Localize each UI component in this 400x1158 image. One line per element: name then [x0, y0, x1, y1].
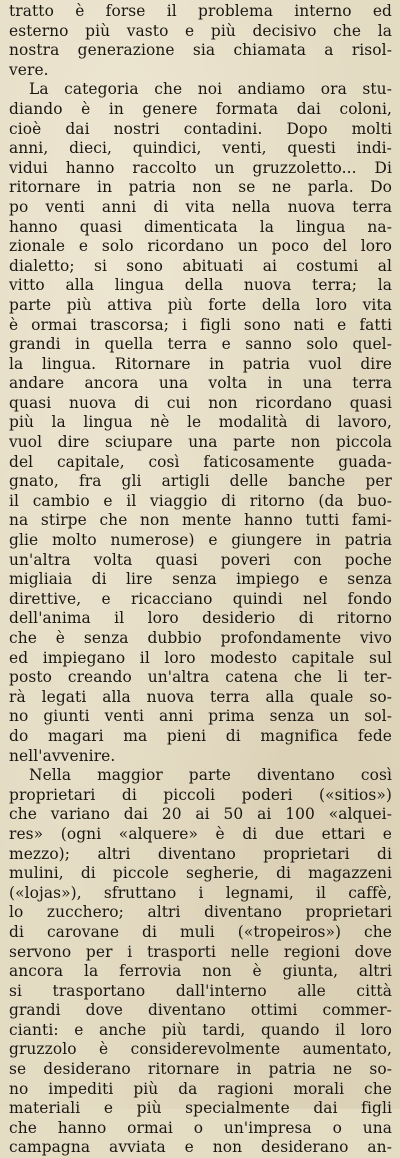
text-line: campagna avviata e non desiderano an- — [9, 1138, 392, 1157]
article-paragraph — [9, 2, 392, 80]
text-line: hanno quasi dimenticata la lingua na- — [9, 217, 392, 236]
text-line: gruzzolo è considerevolmente aumentato, — [9, 1040, 392, 1059]
text-line: grandi in quella terra e sanno solo quel- — [9, 335, 392, 354]
text-line: la lingua. Ritornare in patria vuol dire — [9, 354, 392, 373]
text-line: si trasportano dall'interno alle città — [9, 981, 392, 1000]
text-line: mezzo); altri diventano proprietari di — [9, 844, 392, 863]
text-line: zionale e solo ricordano un poco del loro — [9, 237, 392, 256]
text-line: parte più attiva più forte della loro vita — [9, 295, 392, 314]
text-line: («lojas»), sfruttano i legnami, il caffè, — [9, 883, 392, 902]
text-line: cioè dai nostri contadini. Dopo molti — [9, 119, 392, 138]
text-line: anni, dieci, quindici, venti, questi indi- — [9, 139, 392, 158]
text-line: posto creando un'altra catena che li ter- — [9, 668, 392, 687]
text-line: no impediti più da ragioni morali che — [9, 1079, 392, 1098]
text-line: La categoria che noi andiamo ora stu- — [29, 80, 392, 99]
text-line: po venti anni di vita nella nuova terra — [9, 197, 392, 216]
article-column — [9, 2, 392, 1158]
text-line: ed impiegano il loro modesto capitale sul — [9, 648, 392, 667]
text-line: na stirpe che non mente hanno tutti fami- — [9, 511, 392, 530]
text-line: dell'anima il loro desiderio di ritorno — [9, 609, 392, 628]
text-line: no giunti venti anni prima senza un sol- — [9, 707, 392, 726]
text-line: mulini, di piccole segherie, di magazzeni — [9, 864, 392, 883]
text-line: più la lingua nè le modalità di lavoro, — [9, 413, 392, 432]
text-line: nostra generazione sia chiamata a risol- — [9, 41, 392, 60]
text-line: di carovane di muli («tropeiros») che — [9, 922, 392, 941]
text-line: andare ancora una volta in una terra — [9, 374, 392, 393]
text-line: ritornare in patria non se ne parla. Do — [9, 178, 392, 197]
text-line: del capitale, così faticosamente guada- — [9, 452, 392, 471]
text-line: rà legati alla nuova terra alla quale so- — [9, 687, 392, 706]
text-line: cianti: e anche più tardi, quando il loro — [9, 1020, 392, 1039]
text-line: dialetto; si sono abituati ai costumi al — [9, 256, 392, 275]
text-line: quasi nuova di cui non ricordano quasi — [9, 393, 392, 412]
text-line: vere. — [9, 60, 49, 79]
text-line: diando è in genere formata dai coloni, — [9, 99, 392, 118]
text-line: tratto è forse il problema interno ed — [9, 2, 392, 20]
text-line: proprietari di piccoli poderi («sitios») — [9, 785, 392, 804]
text-line: ancora la ferrovia non è giunta, altri — [9, 962, 392, 981]
article-paragraph — [9, 80, 392, 766]
text-line: migliaia di lire senza impiego e senza — [9, 570, 392, 589]
text-line: nell'avvenire. — [9, 746, 116, 765]
text-line: gnato, fra gli artigli delle banche per — [9, 472, 392, 491]
text-line: lo zucchero; altri diventano proprietari — [9, 903, 392, 922]
text-line: esterno più vasto e più decisivo che la — [9, 21, 392, 40]
text-line: materiali e più specialmente dai figli — [9, 1099, 392, 1118]
text-line: vitto alla lingua della nuova terra; la — [9, 276, 392, 295]
text-line: grandi dove diventano ottimi commer- — [9, 1001, 392, 1020]
text-line: servono per i trasporti nelle regioni dove — [9, 942, 392, 961]
text-line: res» (ogni «alquere» è di due ettari e — [9, 824, 392, 843]
text-line: che è senza dubbio profondamente vivo — [9, 629, 392, 647]
text-line: do magari ma pieni di magnifica fede — [9, 726, 392, 745]
article-paragraph — [9, 766, 392, 1158]
text-line: il cambio e il viaggio di ritorno (da buo- — [9, 491, 392, 510]
text-line: se desiderano ritornare in patria ne so- — [9, 1060, 392, 1079]
text-line: che hanno ormai o un'impresa o una — [9, 1118, 392, 1137]
text-line: vuol dire sciupare una parte non piccola — [9, 433, 392, 452]
text-line: che variano dai 20 ai 50 ai 100 «alquei- — [9, 805, 392, 824]
text-line: è ormai trascorsa; i figli sono nati e fatti — [9, 315, 392, 334]
text-line: Nella maggior parte diventano così — [29, 766, 392, 785]
text-line: vidui hanno raccolto un gruzzoletto... Di — [9, 158, 392, 177]
text-line: glie molto numerose) e giungere in patria — [9, 531, 392, 550]
text-line: un'altra volta quasi poveri con poche — [9, 550, 392, 569]
text-line: direttive, e ricacciano quindi nel fondo — [9, 589, 392, 608]
